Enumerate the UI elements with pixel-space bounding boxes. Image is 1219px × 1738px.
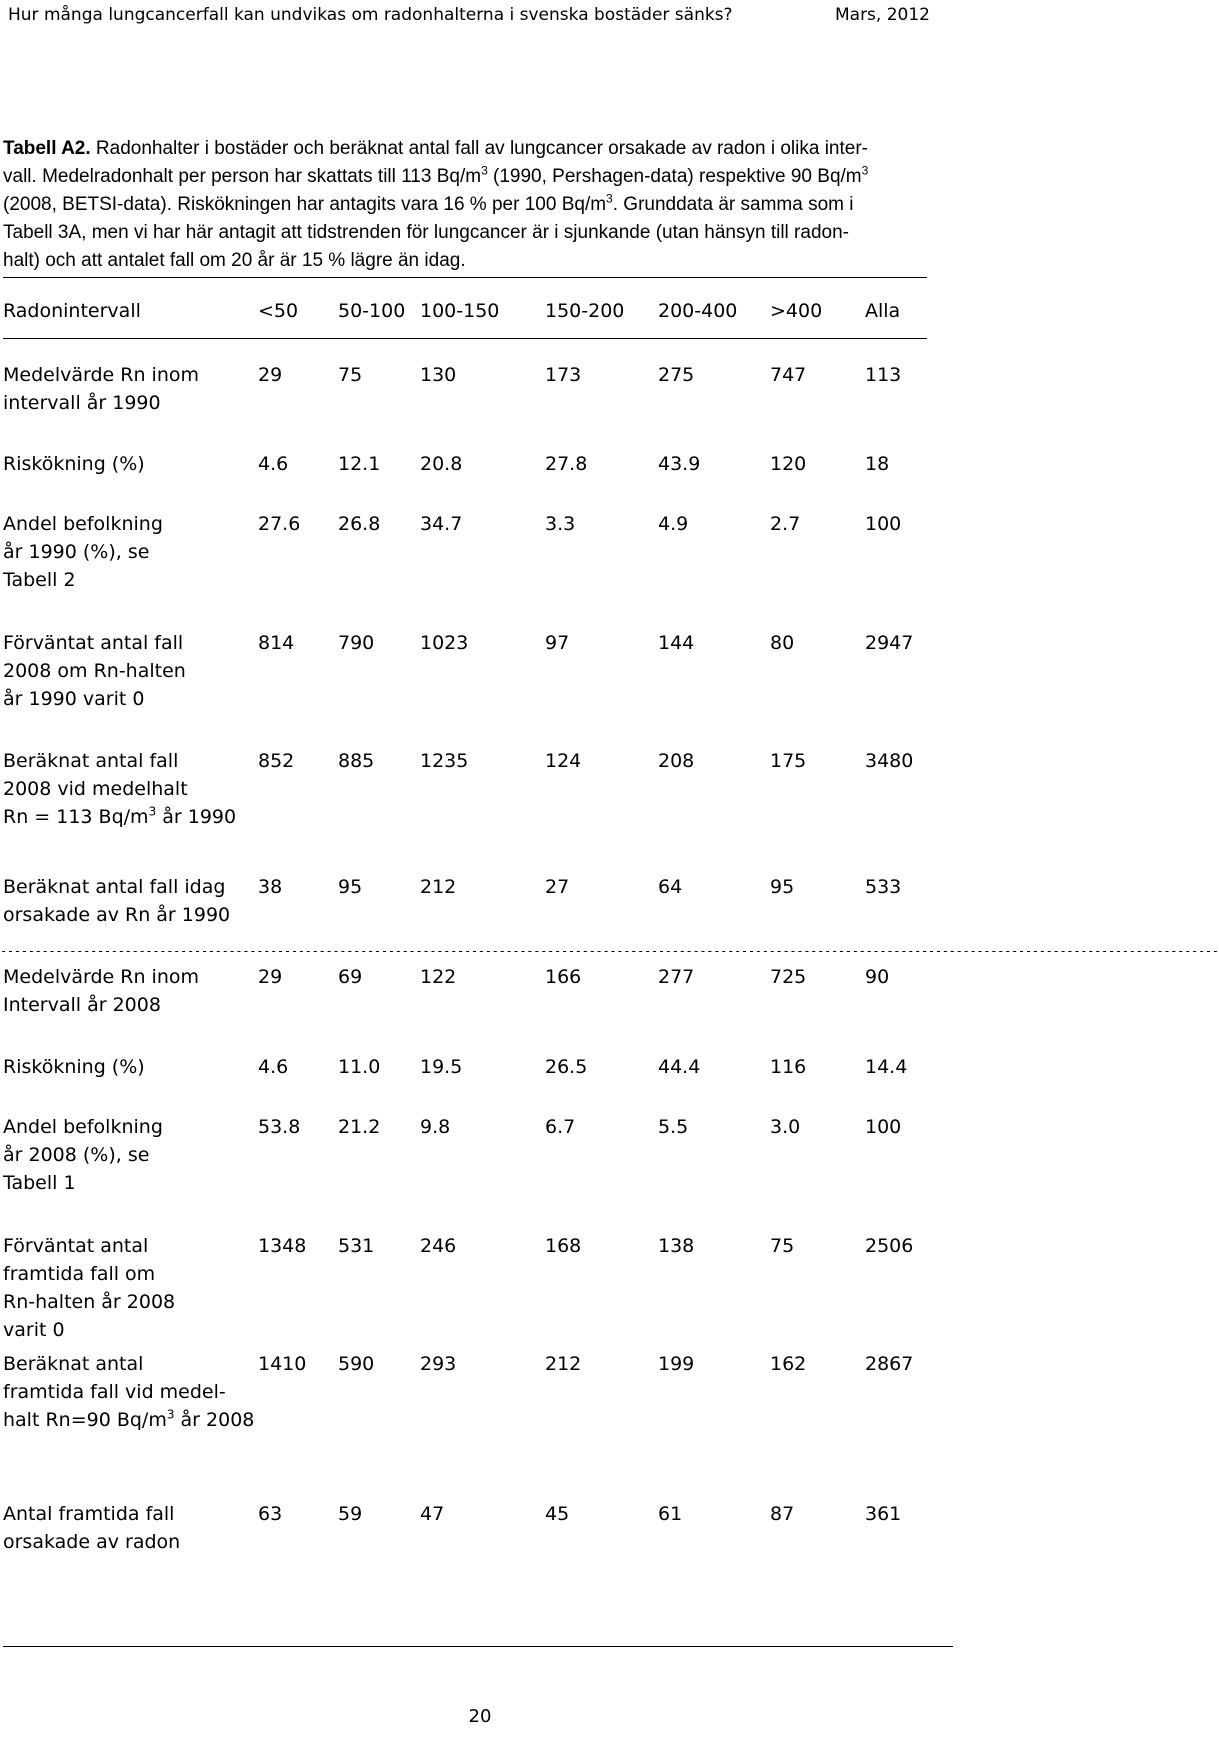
row-label-line: år 1990 varit 0: [3, 688, 145, 710]
row-label-line: intervall år 1990: [3, 392, 161, 414]
page-header: [0, 0, 960, 40]
caption-line-3: [3, 191, 943, 219]
table-cell: 38: [258, 876, 283, 898]
table-cell: 212: [545, 1353, 582, 1375]
table-cell: 26.5: [545, 1056, 588, 1078]
table-cell: 27: [545, 876, 570, 898]
table-cell: 1410: [258, 1353, 307, 1375]
table-cell: 175: [770, 750, 807, 772]
table-cell: 130: [420, 364, 457, 386]
table-cell: 19.5: [420, 1056, 463, 1078]
caption-line-3a: (2008, BETSI-data). Riskökningen har antagits vara 16 % per 100 Bq/m: [3, 194, 607, 215]
table-cell: 293: [420, 1353, 457, 1375]
table-cell: 29: [258, 364, 283, 386]
table-cell: 100: [865, 1116, 902, 1138]
row-label-line: Förväntat antal: [3, 1235, 149, 1257]
table-cell: 208: [658, 750, 695, 772]
row-label-line: år 1990 (%), se: [3, 541, 150, 563]
column-header-label: Radonintervall: [3, 300, 141, 322]
unit-superscript: 3: [166, 1407, 175, 1422]
table-top-rule: [3, 277, 927, 278]
table-cell: 725: [770, 966, 807, 988]
table-cell: 45: [545, 1503, 570, 1525]
row-label-line: 2008 om Rn-halten: [3, 660, 186, 682]
table-cell: 124: [545, 750, 582, 772]
caption-line-2b: (1990, Pershagen-data) respektive 90 Bq/m: [487, 166, 862, 187]
table-cell: 3.3: [545, 513, 576, 535]
unit-superscript: 3: [148, 804, 157, 819]
caption-line-1-text: Radonhalter i bostäder och beräknat antal fall av lungcancer orsakade av radon i olika inter-: [90, 138, 868, 159]
table-cell: 2947: [865, 632, 914, 654]
caption-line-3b: . Grunddata är samma som i: [612, 194, 854, 215]
table-cell: 27.8: [545, 453, 588, 475]
table-cell: 14.4: [865, 1056, 908, 1078]
header-title: Hur många lungcancerfall kan undvikas om radonhalterna i svenska bostäder sänks?: [8, 5, 733, 25]
table-cell: 814: [258, 632, 295, 654]
table-cell: 2.7: [770, 513, 801, 535]
caption-line-4: Tabell 3A, men vi har här antagit att tidstrenden för lungcancer är i sjunkande (utan hänsyn till radon-: [3, 222, 849, 243]
table-cell: 2506: [865, 1235, 914, 1257]
table-cell: 27.6: [258, 513, 301, 535]
table-cell: 11.0: [338, 1056, 381, 1078]
table-cell: 90: [865, 966, 890, 988]
row-label-line: Förväntat antal fall: [3, 632, 184, 654]
table-cell: 116: [770, 1056, 807, 1078]
row-label-line: Rn-halten år 2008: [3, 1291, 176, 1313]
row-label-line: Andel befolkning: [3, 1116, 163, 1138]
table-cell: 3.0: [770, 1116, 801, 1138]
table-cell: 26.8: [338, 513, 381, 535]
table-cell: 97: [545, 632, 570, 654]
table-cell: 144: [658, 632, 695, 654]
table-cell: 63: [258, 1503, 283, 1525]
table-cell: 533: [865, 876, 902, 898]
row-label-line: Beräknat antal fall idag: [3, 876, 226, 898]
table-cell: 100: [865, 513, 902, 535]
table-cell: 120: [770, 453, 807, 475]
table-cell: 53.8: [258, 1116, 301, 1138]
row-label-line: Andel befolkning: [3, 513, 163, 535]
table-cell: 1235: [420, 750, 469, 772]
table-cell: 69: [338, 966, 363, 988]
table-cell: 29: [258, 966, 283, 988]
table-cell: 199: [658, 1353, 695, 1375]
caption-label: Tabell A2.: [3, 138, 91, 159]
column-header: 200-400: [658, 300, 738, 322]
table-cell: 747: [770, 364, 807, 386]
row-label-line: [3, 803, 236, 831]
table-cell: 168: [545, 1235, 582, 1257]
column-header: 50-100: [338, 300, 406, 322]
row-label-line: 2008 vid medelhalt: [3, 778, 188, 800]
caption-line-2: [3, 163, 943, 191]
row-label-line: Intervall år 2008: [3, 994, 161, 1016]
table-cell: 162: [770, 1353, 807, 1375]
row-label-text: Rn = 113 Bq/m: [3, 806, 149, 828]
table-cell: 34.7: [420, 513, 463, 535]
table-cell: 87: [770, 1503, 795, 1525]
table-cell: 64: [658, 876, 683, 898]
section-separator: --------------------------------------------------------------------------------------------------------------------------------------------------------------------------------: [0, 944, 1219, 958]
row-label-text: år 1990: [162, 806, 237, 828]
table-cell: 75: [770, 1235, 795, 1257]
caption-line-1: [3, 135, 943, 163]
table-cell: 9.8: [420, 1116, 451, 1138]
row-label-line: Tabell 2: [3, 569, 76, 591]
table-cell: 3480: [865, 750, 914, 772]
table-cell: 47: [420, 1503, 445, 1525]
column-header: 150-200: [545, 300, 625, 322]
table-caption: [3, 135, 943, 275]
row-label-line: Medelvärde Rn inom: [3, 364, 200, 386]
caption-line-2a: vall. Medelradonhalt per person har skattats till 113 Bq/m: [3, 166, 482, 187]
table-cell: 95: [338, 876, 363, 898]
table-cell: 4.9: [658, 513, 689, 535]
table-bottom-rule: [3, 1646, 953, 1647]
column-header: <50: [258, 300, 299, 322]
table-cell: 80: [770, 632, 795, 654]
row-label-line: Beräknat antal: [3, 1353, 144, 1375]
table-cell: 4.6: [258, 1056, 289, 1078]
table-cell: 590: [338, 1353, 375, 1375]
table-cell: 885: [338, 750, 375, 772]
row-label-line: [3, 1406, 254, 1434]
table-cell: 5.5: [658, 1116, 689, 1138]
row-label-text: år 2008: [180, 1409, 255, 1431]
caption-superscript: 3: [861, 163, 869, 178]
table-cell: 6.7: [545, 1116, 576, 1138]
page-number: 20: [468, 1706, 492, 1727]
table-cell: 1023: [420, 632, 469, 654]
table-cell: 122: [420, 966, 457, 988]
table-cell: 138: [658, 1235, 695, 1257]
table-cell: 61: [658, 1503, 683, 1525]
table-cell: 275: [658, 364, 695, 386]
row-label-text: halt Rn=90 Bq/m: [3, 1409, 167, 1431]
row-label-line: framtida fall om: [3, 1263, 156, 1285]
row-label-line: år 2008 (%), se: [3, 1144, 150, 1166]
table-cell: 1348: [258, 1235, 307, 1257]
row-label-line: Riskökning (%): [3, 453, 145, 475]
table-cell: 246: [420, 1235, 457, 1257]
table-cell: 20.8: [420, 453, 463, 475]
table-cell: 18: [865, 453, 890, 475]
table-cell: 166: [545, 966, 582, 988]
row-label-line: Tabell 1: [3, 1172, 76, 1194]
row-label-line: Beräknat antal fall: [3, 750, 179, 772]
table-cell: 95: [770, 876, 795, 898]
row-label-line: orsakade av radon: [3, 1531, 181, 1553]
table-cell: 361: [865, 1503, 902, 1525]
table-cell: 44.4: [658, 1056, 701, 1078]
caption-superscript: 3: [606, 191, 613, 206]
column-header: Alla: [865, 300, 901, 322]
column-header: 100-150: [420, 300, 500, 322]
row-label-line: varit 0: [3, 1319, 65, 1341]
table-cell: 59: [338, 1503, 363, 1525]
table-cell: 21.2: [338, 1116, 381, 1138]
header-date: Mars, 2012: [834, 5, 930, 25]
table-cell: 852: [258, 750, 295, 772]
table-cell: 12.1: [338, 453, 381, 475]
table-cell: 75: [338, 364, 363, 386]
table-cell: 43.9: [658, 453, 701, 475]
row-label-line: Medelvärde Rn inom: [3, 966, 200, 988]
table-cell: 2867: [865, 1353, 914, 1375]
caption-superscript: 3: [481, 163, 488, 178]
table-cell: 4.6: [258, 453, 289, 475]
header-bottom-rule: [3, 338, 927, 339]
row-label-line: Riskökning (%): [3, 1056, 145, 1078]
table-cell: 531: [338, 1235, 375, 1257]
row-label-line: framtida fall vid medel-: [3, 1381, 226, 1403]
column-header: >400: [770, 300, 823, 322]
row-label-line: Antal framtida fall: [3, 1503, 175, 1525]
table-cell: 277: [658, 966, 695, 988]
caption-line-5: halt) och att antalet fall om 20 år är 15 % lägre än idag.: [3, 250, 466, 271]
table-cell: 113: [865, 364, 902, 386]
table-cell: 212: [420, 876, 457, 898]
table-cell: 790: [338, 632, 375, 654]
row-label-line: orsakade av Rn år 1990: [3, 904, 231, 926]
table-cell: 173: [545, 364, 582, 386]
